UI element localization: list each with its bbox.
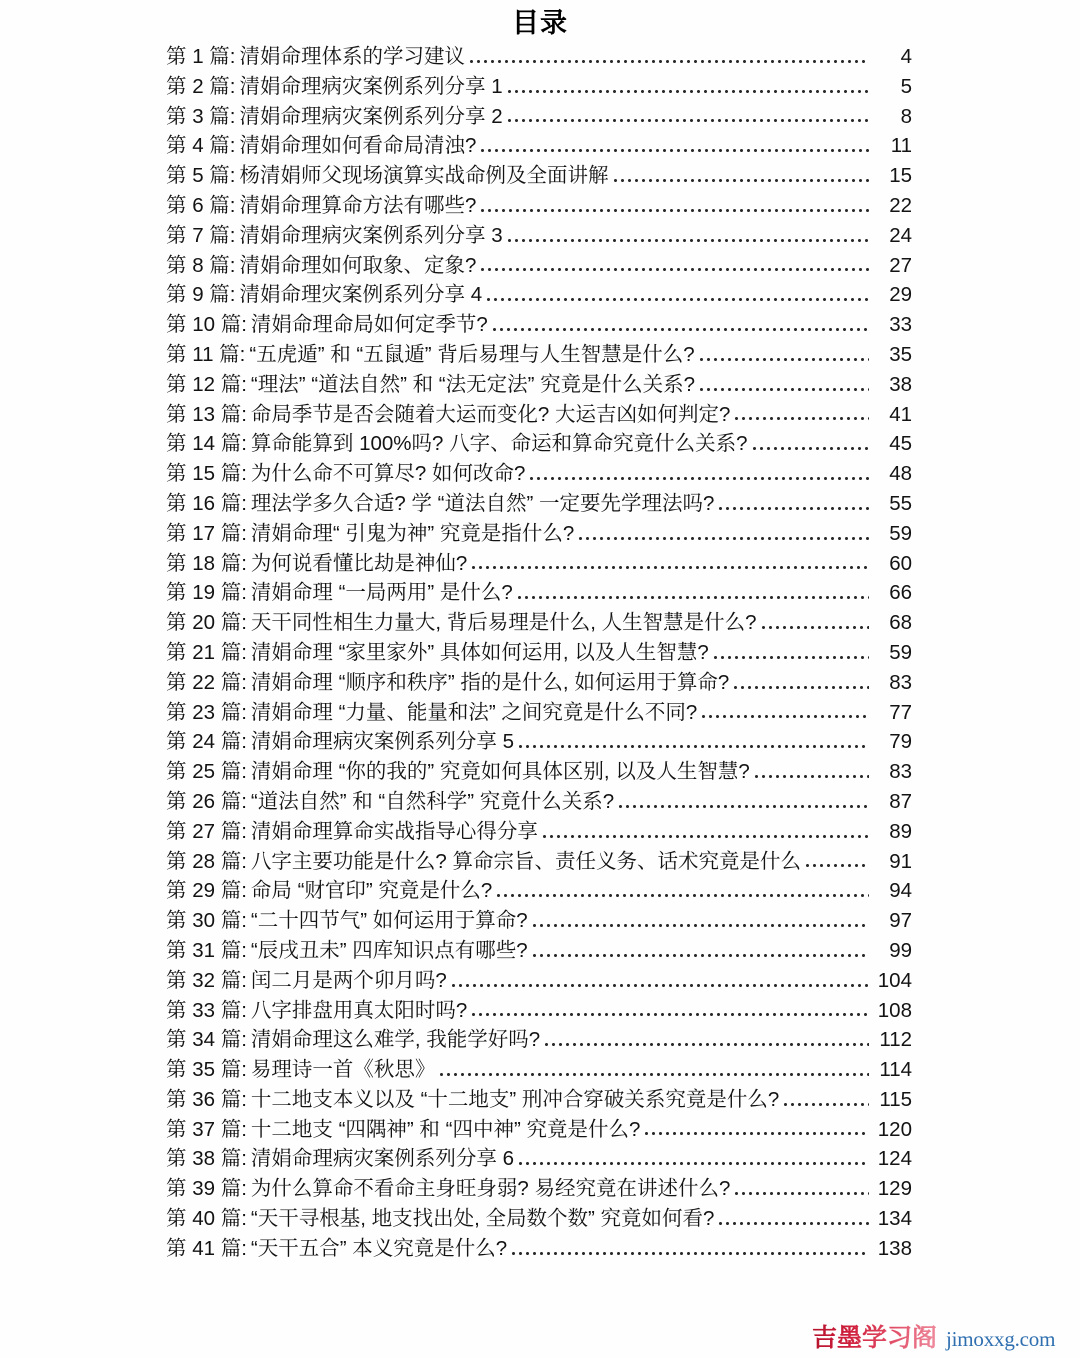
toc-dot-leader	[543, 817, 869, 847]
toc-entry-page-number: 134	[877, 1207, 912, 1231]
toc-entry-title: 易理诗一首《秋思》	[250, 1058, 436, 1082]
toc-entry[interactable]	[166, 221, 912, 251]
toc-entry[interactable]	[166, 251, 912, 281]
toc-dot-leader	[518, 578, 869, 608]
toc-entry-title: 清娟命理灾案例系列分享 4	[239, 283, 483, 307]
toc-dot-leader	[440, 1055, 869, 1085]
toc-entry-page-number: 59	[889, 640, 912, 664]
toc-entry-title: 清娟命理病灾案例系列分享 6	[250, 1147, 514, 1171]
toc-entry-page-number: 48	[889, 462, 912, 486]
toc-entry[interactable]	[166, 1085, 912, 1115]
toc-dot-leader	[530, 459, 869, 489]
toc-dot-leader	[734, 668, 869, 698]
toc-entry-page-number: 38	[889, 372, 912, 396]
toc-entry-label: 第 12 篇:	[166, 372, 247, 396]
toc-dot-leader	[784, 1085, 869, 1115]
toc-entry-label: 第 30 篇:	[166, 909, 247, 933]
toc-entry[interactable]	[166, 847, 912, 877]
toc-entry-title: 清娟命理 “力量、能量和法” 之间究竟是什么不同?	[250, 700, 698, 724]
toc-entry[interactable]	[166, 1204, 912, 1234]
toc-entry-label: 第 20 篇:	[166, 611, 247, 635]
toc-entry-title: 清娟命理算命实战指导心得分享	[250, 819, 538, 843]
toc-entry[interactable]	[166, 191, 912, 221]
toc-entry-title: 清娟命理病灾案例系列分享 5	[250, 730, 514, 754]
toc-entry[interactable]	[166, 310, 912, 340]
toc-entry[interactable]	[166, 102, 912, 132]
toc-dot-leader	[719, 489, 869, 519]
toc-entry-page-number: 22	[889, 193, 912, 217]
toc-dot-leader	[714, 638, 869, 668]
toc-entry-page-number: 4	[900, 45, 912, 68]
toc-dot-leader	[719, 1204, 869, 1234]
toc-entry-title: 清娟命理如何看命局清浊?	[239, 134, 477, 158]
toc-entry-title: 清娟命理 “顺序和秩序” 指的是什么, 如何运用于算命?	[250, 670, 730, 694]
toc-entry[interactable]	[166, 1055, 912, 1085]
toc-entry[interactable]	[166, 608, 912, 638]
toc-entry[interactable]	[166, 876, 912, 906]
toc-entry-label: 第 13 篇:	[166, 402, 247, 426]
toc-entry-label: 第 26 篇:	[166, 789, 247, 813]
toc-entry[interactable]	[166, 1174, 912, 1204]
toc-entry-page-number: 112	[879, 1028, 912, 1052]
toc-dot-leader	[508, 72, 869, 102]
toc-entry-page-number: 108	[877, 998, 912, 1022]
toc-list	[166, 42, 912, 1264]
toc-entry-title: 清娟命理“ 引鬼为神” 究竟是指什么?	[250, 521, 575, 545]
toc-entry[interactable]	[166, 131, 912, 161]
toc-entry-title: 清娟命理病灾案例系列分享 3	[239, 223, 503, 247]
toc-entry-label: 第 27 篇:	[166, 819, 247, 843]
toc-entry-page-number: 138	[877, 1236, 912, 1260]
toc-entry-page-number: 104	[877, 968, 912, 992]
toc-entry[interactable]	[166, 161, 912, 191]
toc-entry-label: 第 17 篇:	[166, 521, 247, 545]
toc-entry-title: “天干五合” 本义究竟是什么?	[250, 1236, 508, 1260]
toc-entry-title: 闰二月是两个卯月吗?	[250, 968, 447, 992]
toc-entry-page-number: 24	[889, 223, 912, 247]
toc-entry-page-number: 55	[889, 491, 912, 515]
toc-entry-title: “五虎遁” 和 “五鼠遁” 背后易理与人生智慧是什么?	[249, 342, 695, 366]
toc-entry-title: 清娟命理如何取象、定象?	[239, 253, 477, 277]
toc-entry-page-number: 35	[889, 342, 912, 366]
toc-entry[interactable]	[166, 1025, 912, 1055]
toc-entry-label: 第 29 篇:	[166, 879, 247, 903]
toc-entry-label: 第 22 篇:	[166, 670, 247, 694]
toc-entry-title: 为何说看懂比劫是神仙?	[250, 551, 468, 575]
toc-entry[interactable]	[166, 280, 912, 310]
toc-entry-page-number: 124	[877, 1147, 912, 1171]
toc-dot-leader	[533, 906, 869, 936]
toc-entry-page-number: 66	[889, 581, 912, 605]
toc-dot-leader	[487, 280, 869, 310]
toc-entry[interactable]	[166, 370, 912, 400]
toc-dot-leader	[470, 42, 869, 72]
toc-entry-label: 第 5 篇:	[166, 164, 236, 188]
toc-entry-title: 清娟命理体系的学习建议	[239, 45, 465, 68]
toc-entry-label: 第 31 篇:	[166, 938, 247, 962]
toc-entry[interactable]	[166, 996, 912, 1026]
toc-entry-label: 第 21 篇:	[166, 640, 247, 664]
toc-entry-page-number: 11	[890, 134, 912, 158]
toc-entry-title: 清娟命理 “家里家外” 具体如何运用, 以及人生智慧?	[250, 640, 709, 664]
toc-entry-title: 十二地支 “四隅神” 和 “四中神” 究竟是什么?	[250, 1117, 641, 1141]
toc-entry-title: 命局季节是否会随着大运而变化? 大运吉凶如何判定?	[250, 402, 731, 426]
toc-dot-leader	[619, 787, 869, 817]
toc-entry-title: 为什么命不可算尽? 如何改命?	[250, 462, 526, 486]
toc-entry-label: 第 38 篇:	[166, 1147, 247, 1171]
toc-entry-title: 清娟命理病灾案例系列分享 2	[239, 104, 503, 128]
toc-entry-page-number: 129	[877, 1177, 912, 1201]
toc-entry-page-number: 89	[889, 819, 912, 843]
toc-entry-label: 第 40 篇:	[166, 1207, 247, 1231]
toc-entry-page-number: 68	[889, 611, 912, 635]
toc-entry-title: 命局 “财官印” 究竟是什么?	[250, 879, 493, 903]
toc-entry-label: 第 39 篇:	[166, 1177, 247, 1201]
toc-dot-leader	[579, 519, 869, 549]
toc-entry-label: 第 33 篇:	[166, 998, 247, 1022]
toc-dot-leader	[645, 1115, 869, 1145]
toc-entry[interactable]	[166, 757, 912, 787]
toc-entry-page-number: 99	[889, 938, 912, 962]
toc-entry-title: 算命能算到 100%吗? 八字、命运和算命究竟什么关系?	[250, 432, 748, 456]
toc-entry-page-number: 8	[900, 104, 912, 128]
toc-entry-label: 第 37 篇:	[166, 1117, 247, 1141]
toc-entry-page-number: 97	[889, 909, 912, 933]
toc-entry-title: 杨清娟师父现场演算实战命例及全面讲解	[239, 164, 609, 188]
toc-entry-title: 天干同性相生力量大, 背后易理是什么, 人生智慧是什么?	[250, 611, 757, 635]
toc-dot-leader	[481, 191, 869, 221]
toc-dot-leader	[519, 727, 869, 757]
toc-entry-page-number: 87	[889, 789, 912, 813]
toc-entry-page-number: 29	[889, 283, 912, 307]
toc-entry-label: 第 11 篇:	[166, 342, 246, 366]
toc-entry-label: 第 24 篇:	[166, 730, 247, 754]
toc-dot-leader	[614, 161, 870, 191]
toc-entry-label: 第 8 篇:	[166, 253, 236, 277]
toc-entry-label: 第 3 篇:	[166, 104, 236, 128]
toc-entry-label: 第 35 篇:	[166, 1058, 247, 1082]
page-title: 目录	[512, 8, 568, 38]
toc-entry-label: 第 23 篇:	[166, 700, 247, 724]
toc-dot-leader	[493, 310, 869, 340]
toc-entry-title: 清娟命理 “你的我的” 究竟如何具体区别, 以及人生智慧?	[250, 760, 750, 784]
toc-entry-label: 第 19 篇:	[166, 581, 247, 605]
toc-entry[interactable]	[166, 668, 912, 698]
toc-dot-leader	[508, 221, 869, 251]
toc-entry-label: 第 14 篇:	[166, 432, 247, 456]
toc-entry-page-number: 41	[889, 402, 912, 426]
toc-dot-leader	[472, 549, 869, 579]
toc-entry[interactable]	[166, 42, 912, 72]
toc-entry-title: “理法” “道法自然” 和 “法无定法” 究竟是什么关系?	[250, 372, 696, 396]
toc-entry[interactable]	[166, 1144, 912, 1174]
watermark-url: jimoxxg.com	[946, 1327, 1056, 1351]
toc-entry-page-number: 83	[889, 760, 912, 784]
toc-dot-leader	[753, 429, 869, 459]
toc-entry-label: 第 10 篇:	[166, 313, 247, 337]
toc-entry-label: 第 32 篇:	[166, 968, 247, 992]
toc-entry[interactable]	[166, 400, 912, 430]
toc-entry-label: 第 7 篇:	[166, 223, 236, 247]
toc-dot-leader	[508, 102, 869, 132]
toc-entry-page-number: 91	[889, 849, 912, 873]
toc-entry-label: 第 2 篇:	[166, 74, 236, 98]
toc-entry[interactable]	[166, 1115, 912, 1145]
toc-entry-title: “天干寻根基, 地支找出处, 全局数个数” 究竟如何看?	[250, 1207, 715, 1231]
toc-entry-label: 第 41 篇:	[166, 1236, 247, 1260]
toc-entry[interactable]	[166, 429, 912, 459]
toc-entry-page-number: 115	[879, 1087, 912, 1111]
toc-dot-leader	[512, 1234, 869, 1264]
toc-entry-page-number: 120	[877, 1117, 912, 1141]
toc-entry[interactable]	[166, 727, 912, 757]
toc-entry-page-number: 33	[889, 313, 912, 337]
toc-entry[interactable]	[166, 578, 912, 608]
toc-entry[interactable]	[166, 817, 912, 847]
toc-entry-label: 第 25 篇:	[166, 760, 247, 784]
toc-entry-page-number: 27	[889, 253, 912, 277]
toc-entry-title: 清娟命理算命方法有哪些?	[239, 193, 477, 217]
toc-entry[interactable]	[166, 72, 912, 102]
toc-entry-title: 八字排盘用真太阳时吗?	[250, 998, 468, 1022]
toc-entry-page-number: 60	[889, 551, 912, 575]
toc-dot-leader	[533, 936, 869, 966]
toc-entry-label: 第 34 篇:	[166, 1028, 247, 1052]
toc-entry[interactable]	[166, 966, 912, 996]
toc-dot-leader	[481, 251, 869, 281]
toc-entry-label: 第 9 篇:	[166, 283, 236, 307]
toc-entry-label: 第 36 篇:	[166, 1087, 247, 1111]
toc-entry[interactable]	[166, 638, 912, 668]
toc-entry-title: 清娟命理这么难学, 我能学好吗?	[250, 1028, 541, 1052]
toc-entry[interactable]	[166, 459, 912, 489]
watermark-logo	[812, 1318, 1055, 1354]
toc-entry-page-number: 83	[889, 670, 912, 694]
toc-dot-leader	[519, 1144, 869, 1174]
toc-dot-leader	[755, 757, 869, 787]
toc-entry-page-number: 94	[889, 879, 912, 903]
toc-dot-leader	[806, 847, 869, 877]
toc-entry-title: 清娟命理病灾案例系列分享 1	[239, 74, 503, 98]
toc-dot-leader	[762, 608, 869, 638]
toc-entry-page-number: 5	[900, 74, 912, 98]
toc-dot-leader	[735, 400, 869, 430]
toc-entry[interactable]	[166, 519, 912, 549]
toc-entry-title: 理法学多久合适? 学 “道法自然” 一定要先学理法吗?	[250, 491, 715, 515]
toc-entry[interactable]	[166, 340, 912, 370]
toc-entry-page-number: 79	[889, 730, 912, 754]
toc-entry-page-number: 15	[889, 164, 912, 188]
toc-entry-title: 清娟命理命局如何定季节?	[250, 313, 488, 337]
toc-entry-label: 第 16 篇:	[166, 491, 247, 515]
toc-entry-page-number: 114	[879, 1058, 912, 1082]
toc-entry-title: 十二地支本义以及 “十二地支” 刑冲合穿破关系究竟是什么?	[250, 1087, 780, 1111]
toc-entry-label: 第 15 篇:	[166, 462, 247, 486]
toc-dot-leader	[481, 131, 869, 161]
toc-entry-title: 清娟命理 “一局两用” 是什么?	[250, 581, 513, 605]
toc-entry[interactable]	[166, 1234, 912, 1264]
toc-entry[interactable]	[166, 549, 912, 579]
toc-entry-label: 第 6 篇:	[166, 193, 236, 217]
toc-entry-title: “道法自然” 和 “自然科学” 究竟什么关系?	[250, 789, 615, 813]
toc-entry[interactable]	[166, 698, 912, 728]
toc-entry-title: 为什么算命不看命主身旺身弱? 易经究竟在讲述什么?	[250, 1177, 731, 1201]
toc-dot-leader	[700, 370, 869, 400]
toc-dot-leader	[700, 340, 869, 370]
toc-entry[interactable]	[166, 489, 912, 519]
toc-entry-page-number: 77	[889, 700, 912, 724]
toc-entry[interactable]	[166, 787, 912, 817]
toc-entry-title: “辰戌丑未” 四库知识点有哪些?	[250, 938, 528, 962]
toc-dot-leader	[702, 698, 869, 728]
toc-dot-leader	[545, 1025, 869, 1055]
watermark-brand-cn: 吉墨学习阁	[812, 1318, 937, 1354]
toc-entry-page-number: 45	[889, 432, 912, 456]
toc-entry[interactable]	[166, 936, 912, 966]
toc-entry-label: 第 28 篇:	[166, 849, 247, 873]
toc-entry[interactable]	[166, 906, 912, 936]
toc-entry-label: 第 1 篇:	[166, 45, 236, 68]
toc-entry-page-number: 59	[889, 521, 912, 545]
toc-dot-leader	[735, 1174, 869, 1204]
toc-entry-label: 第 4 篇:	[166, 134, 236, 158]
toc-dot-leader	[452, 966, 869, 996]
toc-dot-leader	[472, 996, 869, 1026]
toc-dot-leader	[497, 876, 869, 906]
toc-entry-title: 八字主要功能是什么? 算命宗旨、责任义务、话术究竟是什么	[250, 849, 801, 873]
toc-entry-label: 第 18 篇:	[166, 551, 247, 575]
toc-entry-title: “二十四节气” 如何运用于算命?	[250, 909, 528, 933]
